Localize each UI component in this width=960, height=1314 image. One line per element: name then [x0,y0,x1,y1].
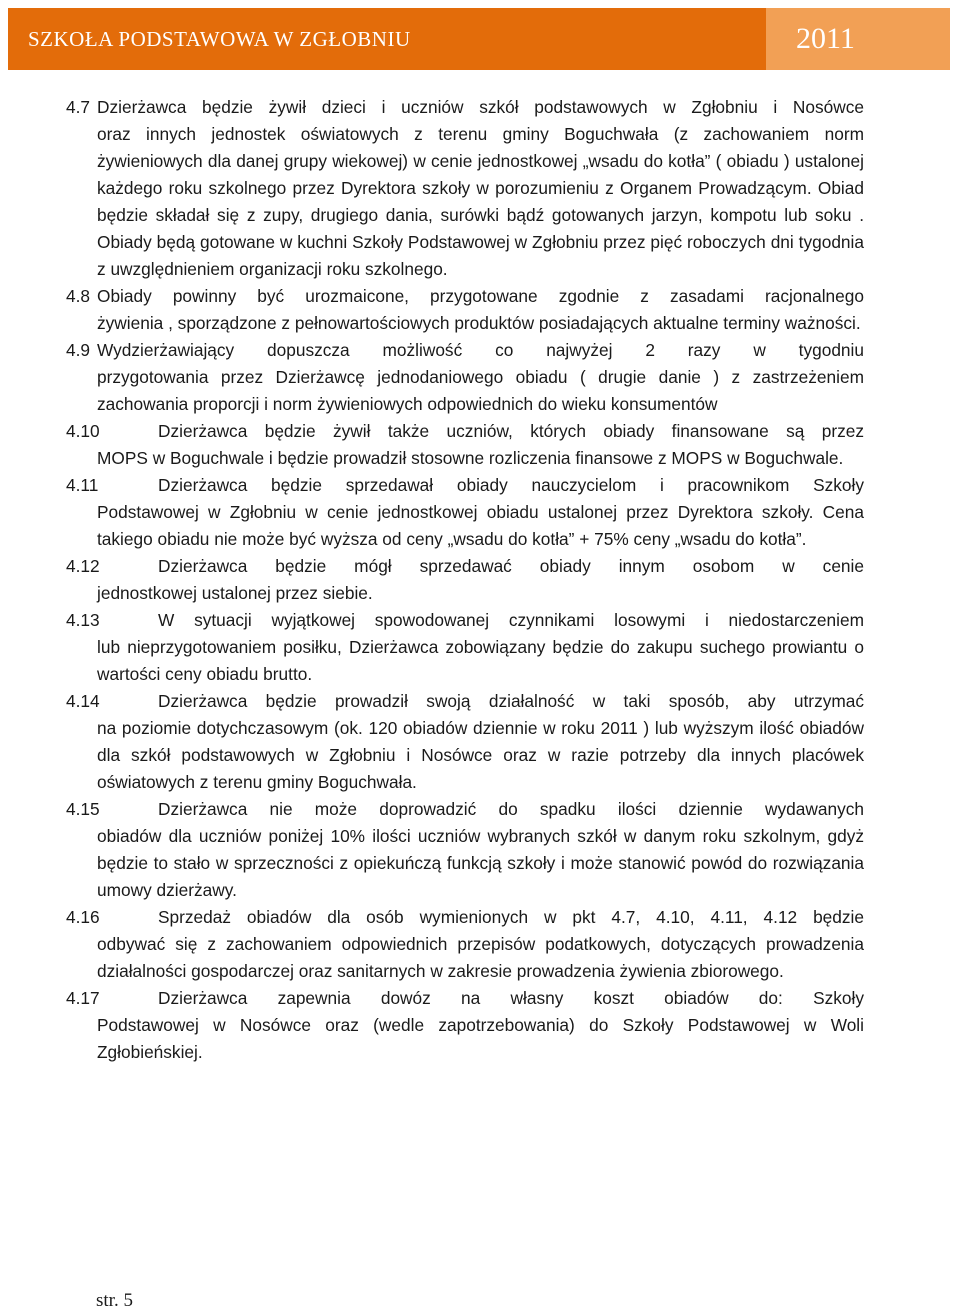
header-title: SZKOŁA PODSTAWOWA W ZGŁOBNIU [8,8,766,70]
clause-item [66,904,864,985]
clause-item [66,472,864,553]
clause-item [66,985,864,1066]
clause-item [66,688,864,796]
clause-first-line [66,283,864,310]
clause-text-continued: na poziomie dotychczasowym (ok. 120 obiadów dziennie w roku 2011 ) lub wyższym ilość obiadów dla szkół podstawowych w Zgłobniu i Nosówce oraz w razie potrzeby dla innych placówek oświatowych z terenu gminy Boguchwała. [97,718,864,792]
clause-first-line [66,418,864,445]
clause-number: 4.10 [66,421,100,441]
clause-text-first: Dzierżawca będzie mógł sprzedawać obiady innym osobom w cenie [158,556,864,576]
clause-text-first: Wydzierżawiający dopuszcza możliwość co najwyżej 2 razy w tygodniu [97,340,864,360]
clause-text-first: W sytuacji wyjątkowej spowodowanej czynnikami losowymi i niedostarczeniem [158,610,864,630]
clause-number: 4.15 [66,799,100,819]
clause-text-continued: żywienia , sporządzone z pełnowartościowych produktów posiadających aktualne terminy ważności. [97,313,861,333]
clause-number: 4.7 [66,97,91,117]
clause-text-continued: Podstawowej w Nosówce oraz (wedle zapotrzebowania) do Szkoły Podstawowej w Woli Zgłobieńskiej. [97,1015,864,1062]
clause-text-first: Sprzedaż obiadów dla osób wymienionych w pkt 4.7, 4.10, 4.11, 4.12 będzie [158,907,864,927]
page-number: str. 5 [96,1290,133,1311]
clause-text-first: Dzierżawca będzie prowadził swoją działalność w taki sposób, aby utrzymać [158,691,864,711]
clause-first-line [66,337,864,364]
clause-number: 4.14 [66,691,100,711]
clause-first-line [66,94,864,121]
clause-first-line [66,904,864,931]
clause-text-first: Dzierżawca nie może doprowadzić do spadku ilości dziennie wydawanych [158,799,864,819]
clause-text-continued: lub nieprzygotowaniem posiłku, Dzierżawca zobowiązany będzie do zakupu suchego prowiantu o wartości ceny obiadu brutto. [97,637,864,684]
clause-text-continued: odbywać się z zachowaniem odpowiednich przepisów podatkowych, dotyczących prowadzenia działalności gospodarczej oraz sanitarnych w zakresie prowadzenia żywienia zbiorowego. [97,934,864,981]
clause-number: 4.13 [66,610,100,630]
clause-item [66,418,864,472]
clause-first-line [66,553,864,580]
clause-first-line [66,607,864,634]
clause-number: 4.17 [66,988,100,1008]
clause-number: 4.8 [66,286,91,306]
clause-item [66,607,864,688]
clause-text-continued: przygotowania przez Dzierżawcę jednodaniowego obiadu ( drugie danie ) z zastrzeżeniem zachowania proporcji i norm żywieniowych odpowiednich do wieku konsumentów [97,367,864,414]
clause-number: 4.9 [66,340,91,360]
header-year: 2011 [766,8,950,70]
clause-text-continued: oraz innych jednostek oświatowych z terenu gminy Boguchwała (z zachowaniem norm żywieniowych dla danej grupy wiekowej) w cenie jednostkowej „wsadu do kotła” ( obiadu ) ustalonej każdego roku szkolnego przez Dyrektora szkoły w porozumieniu z Organem Prowadzącym. Obiad będzie składał się z zupy, drugiego dania, surówki bądź gotowanych jarzyn, kompotu lub soku . Obiady będą gotowane w kuchni Szkoły Podstawowej w Zgłobniu przez pięć roboczych dni tygodnia z uwzględnieniem organizacji roku szkolnego. [97,124,864,279]
clause-text-continued: obiadów dla uczniów poniżej 10% ilości uczniów wybranych szkół w danym roku szkolnym, gdyż będzie to stało w sprzeczności z opiekuńczą funkcją szkoły i może stanowić powód do rozwiązania umowy dzierżawy. [97,826,864,900]
page-header [8,8,950,70]
clause-number: 4.11 [66,475,99,495]
clause-text-first: Obiady powinny być urozmaicone, przygotowane zgodnie z zasadami racjonalnego [97,286,864,306]
document-body [66,94,864,1066]
clause-text-continued: jednostkowej ustalonej przez siebie. [97,583,373,603]
clause-item [66,796,864,904]
clause-first-line [66,796,864,823]
clause-first-line [66,985,864,1012]
clause-text-first: Dzierżawca będzie sprzedawał obiady nauczycielom i pracownikom Szkoły [158,475,864,495]
clause-text-continued: MOPS w Boguchwale i będzie prowadził stosowne rozliczenia finansowe z MOPS w Boguchwale. [97,448,844,468]
clause-text-first: Dzierżawca będzie żywił także uczniów, których obiady finansowane są przez [158,421,864,441]
clause-number: 4.16 [66,907,100,927]
clause-first-line [66,688,864,715]
clause-text-first: Dzierżawca będzie żywił dzieci i uczniów szkół podstawowych w Zgłobniu i Nosówce [97,97,864,117]
clause-text-first: Dzierżawca zapewnia dowóz na własny koszt obiadów do: Szkoły [158,988,864,1008]
clause-item [66,283,864,337]
clause-item [66,553,864,607]
clause-item [66,337,864,418]
clause-item [66,94,864,283]
clause-text-continued: Podstawowej w Zgłobniu w cenie jednostkowej obiadu ustalonej przez Dyrektora szkoły. Cena takiego obiadu nie może być wyższa od ceny „wsadu do kotła” + 75% ceny „wsadu do kotła”. [97,502,864,549]
clause-first-line [66,472,864,499]
clause-number: 4.12 [66,556,100,576]
